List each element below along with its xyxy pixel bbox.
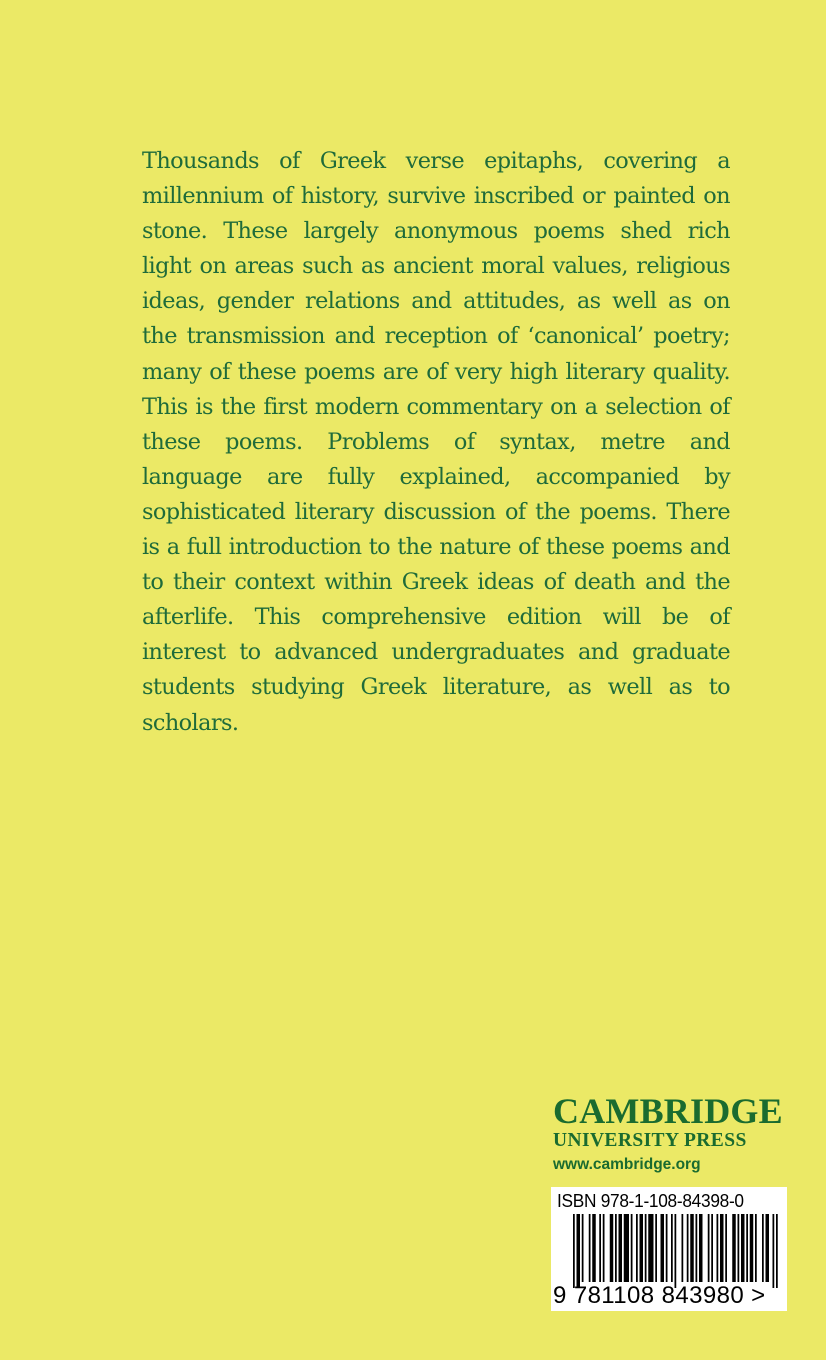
barcode-bar xyxy=(615,1214,617,1282)
barcode-bar xyxy=(661,1214,665,1282)
barcode-bar xyxy=(720,1214,724,1282)
barcode-bar xyxy=(589,1214,591,1282)
publisher-logo xyxy=(553,1092,793,1178)
barcode-bar xyxy=(690,1214,694,1282)
barcode-bar xyxy=(603,1214,605,1282)
barcode-bar xyxy=(648,1214,653,1282)
isbn-barcode xyxy=(551,1187,787,1311)
barcode-bar xyxy=(599,1214,601,1282)
barcode-bar xyxy=(573,1214,575,1288)
barcode-bar xyxy=(687,1214,689,1282)
barcode-bar xyxy=(696,1214,698,1282)
barcode-bar xyxy=(582,1214,584,1282)
barcode-bar xyxy=(738,1214,740,1282)
publisher-name: CAMBRIDGE xyxy=(553,1091,783,1131)
barcode-bar xyxy=(711,1214,713,1282)
barcode-bar xyxy=(631,1214,633,1282)
barcode-bar xyxy=(577,1214,581,1288)
barcode-bar xyxy=(682,1214,684,1282)
barcode-bar xyxy=(725,1214,727,1282)
barcode-bar xyxy=(746,1214,748,1282)
barcode-digits: 9 781108 843980 > xyxy=(553,1282,766,1309)
back-cover-blurb: Thousands of Greek verse epitaphs, covering a millennium of history, survive inscribed or painted on stone. These largely anonymous poems shed rich light on areas such as ancient moral values, religious ideas, gender relations and attitudes, as well as on the transmission and reception of ‘canonical’ poetry; many of these poems are of very high literary quality. This is the first modern commentary on a selection of these poems. Problems of syntax, metre and language are fully explained, accompanied by sophisticated literary discussion of the poems. There is a full introduction to the nature of these poems and to their context within Greek ideas of death and the afterlife. This comprehensive edition will be of interest to advanced undergraduates and graduate students studying Greek literature, as well as to scholars. xyxy=(142,148,730,736)
barcode-bar xyxy=(655,1214,657,1282)
barcode-bar xyxy=(640,1214,644,1282)
barcode-bar xyxy=(624,1214,629,1282)
barcode-bar xyxy=(762,1214,764,1282)
barcode-bar xyxy=(671,1214,673,1282)
barcode-bar xyxy=(755,1214,757,1282)
barcode-bar xyxy=(708,1214,710,1282)
publisher-url: www.cambridge.org xyxy=(553,1156,701,1173)
barcode-bar xyxy=(610,1214,614,1282)
barcode-bar xyxy=(592,1214,596,1282)
isbn-label: ISBN 978-1-108-84398-0 xyxy=(557,1191,744,1211)
barcode-bar xyxy=(675,1214,677,1288)
barcode-bar xyxy=(741,1214,745,1282)
barcode-bar xyxy=(773,1214,775,1288)
barcode-bar xyxy=(645,1214,647,1282)
publisher-subtitle: UNIVERSITY PRESS xyxy=(553,1130,747,1151)
barcode-bar xyxy=(766,1214,770,1282)
barcode-bar xyxy=(732,1214,736,1282)
barcode-bar xyxy=(666,1214,668,1282)
barcode-bar xyxy=(619,1214,623,1282)
barcode-bar xyxy=(636,1214,638,1282)
barcode-bar xyxy=(776,1214,778,1288)
barcode-bar xyxy=(750,1214,754,1282)
barcode-bar xyxy=(699,1214,703,1282)
barcode-bar xyxy=(717,1214,719,1282)
